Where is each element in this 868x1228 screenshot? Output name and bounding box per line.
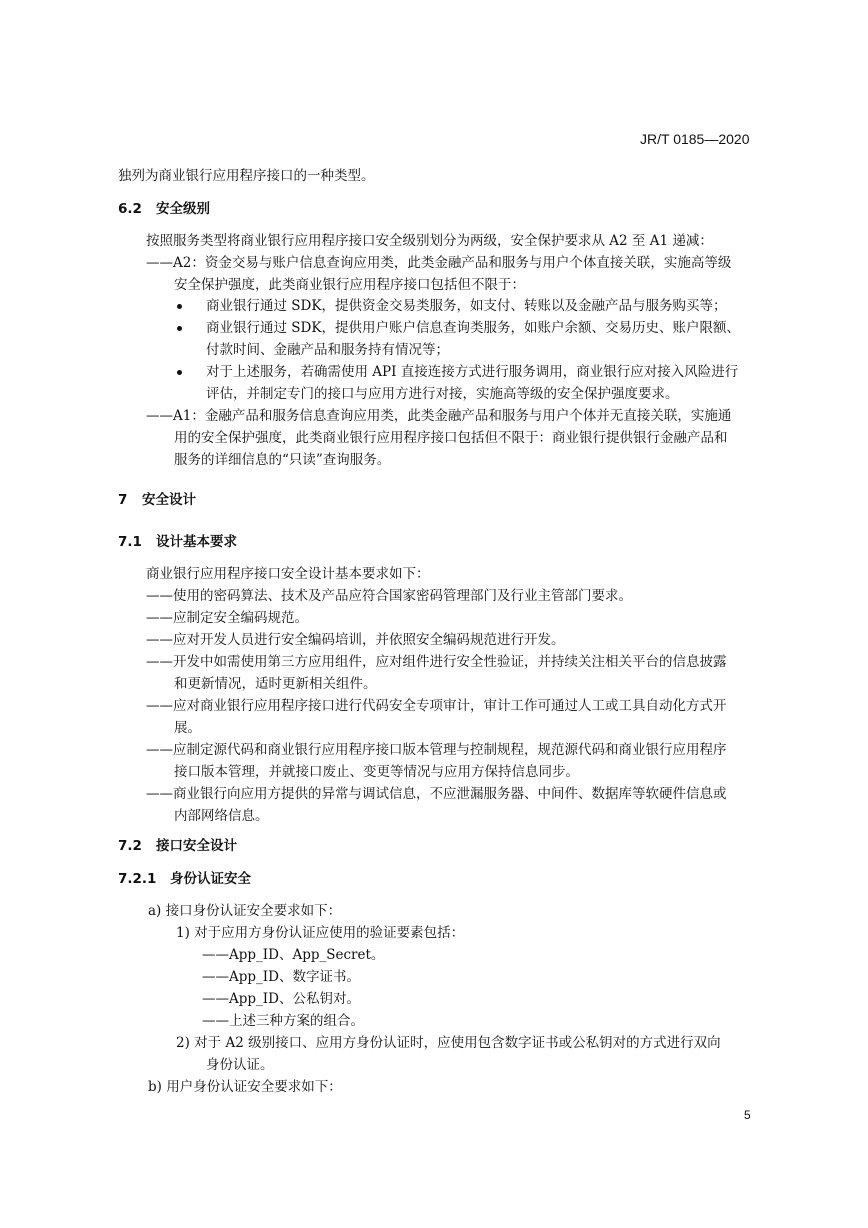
section-heading-7-2 [118,835,237,857]
list-item-dash: ——上述三种方案的组合。 [202,1013,364,1029]
list-item-dash: ——商业银行向应用方提供的异常与调试信息，不应泄漏服务器、中间件、数据库等软硬件信息或 [146,786,727,802]
section-title: 安全设计 [142,492,196,508]
list-item-dash: ——应对开发人员进行安全编码培训，并依照安全编码规范进行开发。 [146,632,565,648]
paragraph-line: 内部网络信息。 [174,808,269,824]
list-item-dash: ——开发中如需使用第三方应用组件，应对组件进行安全性验证，并持续关注相关平台的信息披露 [146,654,727,670]
section-title: 设计基本要求 [156,534,237,550]
list-item-dash: ——App_ID、App_Secret。 [202,947,385,963]
section-heading-6-2 [118,198,210,220]
paragraph-line: 付款时间、金融产品和服务持有情况等； [206,342,449,358]
bullet-icon [177,370,182,375]
paragraph-line: 身份认证。 [206,1057,274,1073]
paragraph-line: 商业银行应用程序接口安全设计基本要求如下： [146,566,430,582]
section-title: 接口安全设计 [156,838,237,854]
list-item-number: 1) 对于应用方身份认证应使用的验证要素包括： [176,925,465,941]
bullet-item: 对于上述服务，若确需使用 API 直接连接方式进行服务调用，商业银行应对接入风险进行 [206,364,739,380]
list-item-dash: ——应制定安全编码规范。 [146,610,308,626]
list-item-dash: ——应制定源代码和商业银行应用程序接口版本管理与控制规程，规范源代码和商业银行应用程序 [146,742,727,758]
paragraph-line: 评估，并制定专门的接口与应用方进行对接，实施高等级的安全保护强度要求。 [206,386,679,402]
list-item-dash: ——应对商业银行应用程序接口进行代码安全专项审计，审计工作可通过人工或工具自动化方式开 [146,698,727,714]
bullet-item: 商业银行通过 SDK，提供用户账户信息查询类服务，如账户余额、交易历史、账户限额、 [206,320,740,336]
section-title: 安全级别 [156,201,210,217]
section-number: 6.2 [118,201,142,217]
paragraph-line: 安全保护强度，此类商业银行应用程序接口包括但不限于： [174,277,525,293]
list-item-letter: b) 用户身份认证安全要求如下： [148,1079,342,1095]
paragraph-line: 和更新情况，适时更新相关组件。 [174,676,377,692]
section-heading-7 [118,489,196,511]
page-number: 5 [744,1108,751,1122]
list-item-dash: ——A2：资金交易与账户信息查询应用类，此类金融产品和服务与用户个体直接关联，实施高等级 [146,255,732,271]
paragraph-line: 按照服务类型将商业银行应用程序接口安全级别划分为两级，安全保护要求从 A2 至 A1 递减： [146,233,713,249]
list-item-dash: ——使用的密码算法、技术及产品应符合国家密码管理部门及行业主管部门要求。 [146,588,632,604]
bullet-item: 商业银行通过 SDK，提供资金交易类服务，如支付、转账以及金融产品与服务购买等； [206,298,727,314]
paragraph-line: 用的安全保护强度，此类商业银行应用程序接口包括但不限于：商业银行提供银行金融产品和 [174,430,728,446]
list-item-dash: ——App_ID、公私钥对。 [202,991,360,1007]
list-item-dash: ——A1：金融产品和服务信息查询应用类，此类金融产品和服务与用户个体并无直接关联，实施通 [146,408,732,424]
list-item-dash: ——App_ID、数字证书。 [202,969,360,985]
section-heading-7-2-1 [118,868,251,890]
section-heading-7-1 [118,531,237,553]
section-number: 7.2 [118,838,142,854]
list-item-number: 2) 对于 A2 级别接口、应用方身份认证时，应使用包含数字证书或公私钥对的方式进行双向 [176,1035,721,1051]
section-number: 7.2.1 [118,871,157,887]
bullet-icon [177,326,182,331]
section-title: 身份认证安全 [170,871,251,887]
paragraph-line: 接口版本管理，并就接口废止、变更等情况与应用方保持信息同步。 [174,764,579,780]
paragraph-line: 展。 [174,720,201,736]
section-number: 7.1 [118,534,142,550]
document-id: JR/T 0185—2020 [640,131,750,147]
list-item-letter: a) 接口身份认证安全要求如下： [148,903,342,919]
section-number: 7 [118,492,128,508]
paragraph-line: 服务的详细信息的“只读”查询服务。 [174,452,391,468]
paragraph-line: 独列为商业银行应用程序接口的一种类型。 [118,168,375,184]
bullet-icon [177,304,182,309]
